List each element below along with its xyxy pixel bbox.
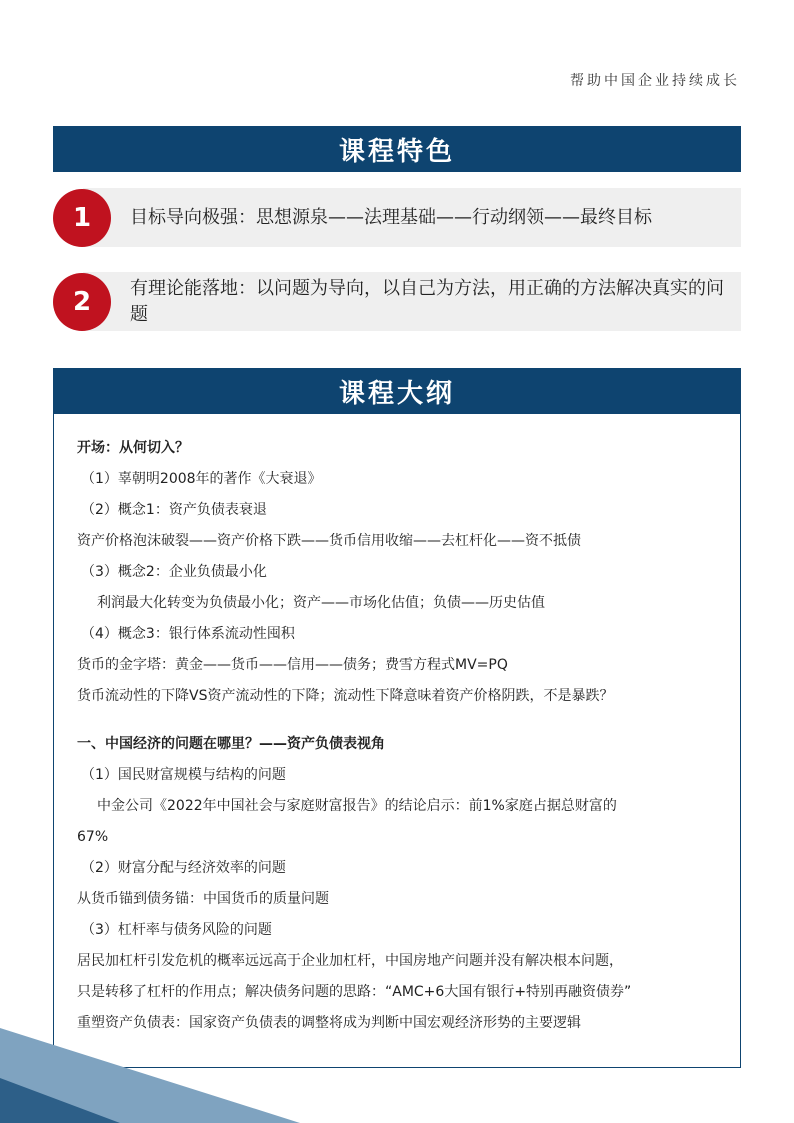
outline-line: 开场：从何切入？ [77,440,189,456]
outline-line: 重塑资产负债表：国家资产负债表的调整将成为判断中国宏观经济形势的主要逻辑 [77,1015,581,1031]
outline-line: 中金公司《2022年中国社会与家庭财富报告》的结论启示：前1%家庭占据总财富的 [97,798,617,814]
outline-content [77,433,727,1039]
outline-line: （1）辜朝明2008年的著作《大衰退》 [81,471,322,487]
feature-item-2 [53,272,741,331]
outline-line: 从货币锚到债务锚：中国货币的质量问题 [77,891,329,907]
outline-line: 货币的金字塔：黄金——货币——信用——债务；费雪方程式MV=PQ [77,657,508,673]
outline-line: 居民加杠杆引发危机的概率远远高于企业加杠杆，中国房地产问题并没有解决根本问题， [77,953,623,969]
header-tagline: 帮助中国企业持续成长 [570,73,740,89]
outline-line: 67% [77,829,109,845]
outline-banner [53,368,741,414]
outline-title: 课程大纲 [338,378,455,409]
feature-number-badge: 1 [53,189,111,247]
features-title: 课程特色 [338,136,455,167]
outline-line: （2）概念1：资产负债表衰退 [81,502,267,518]
feature-text: 有理论能落地：以问题为导向，以自己为方法，用正确的方法解决真实的问题 [130,277,724,325]
outline-spacer [77,712,727,729]
outline-line: 一、中国经济的问题在哪里？——资产负债表视角 [77,736,385,752]
outline-line: （3）杠杆率与债务风险的问题 [81,922,272,938]
features-banner [53,126,741,172]
outline-line: （3）概念2：企业负债最小化 [81,564,267,580]
outline-line: （4）概念3：银行体系流动性囤积 [81,626,295,642]
outline-line: （1）国民财富规模与结构的问题 [81,767,286,783]
feature-item-1 [53,188,741,247]
outline-line: 货币流动性的下降VS资产流动性的下降；流动性下降意味着资产价格阴跌，不是暴跌？ [77,688,614,704]
outline-line: 利润最大化转变为负债最小化；资产——市场化估值；负债——历史估值 [97,595,545,611]
feature-text: 目标导向极强：思想源泉——法理基础——行动纲领——最终目标 [130,206,652,228]
outline-line: （2）财富分配与经济效率的问题 [81,860,286,876]
diagonal-stripes-icon [0,1008,300,1123]
feature-number-badge: 2 [53,273,111,331]
outline-line: 只是转移了杠杆的作用点；解决债务问题的思路：“AMC+6大国有银行+特别再融资债券” [77,984,632,1000]
outline-line: 资产价格泡沫破裂——资产价格下跌——货币信用收缩——去杠杆化——资不抵债 [77,533,581,549]
